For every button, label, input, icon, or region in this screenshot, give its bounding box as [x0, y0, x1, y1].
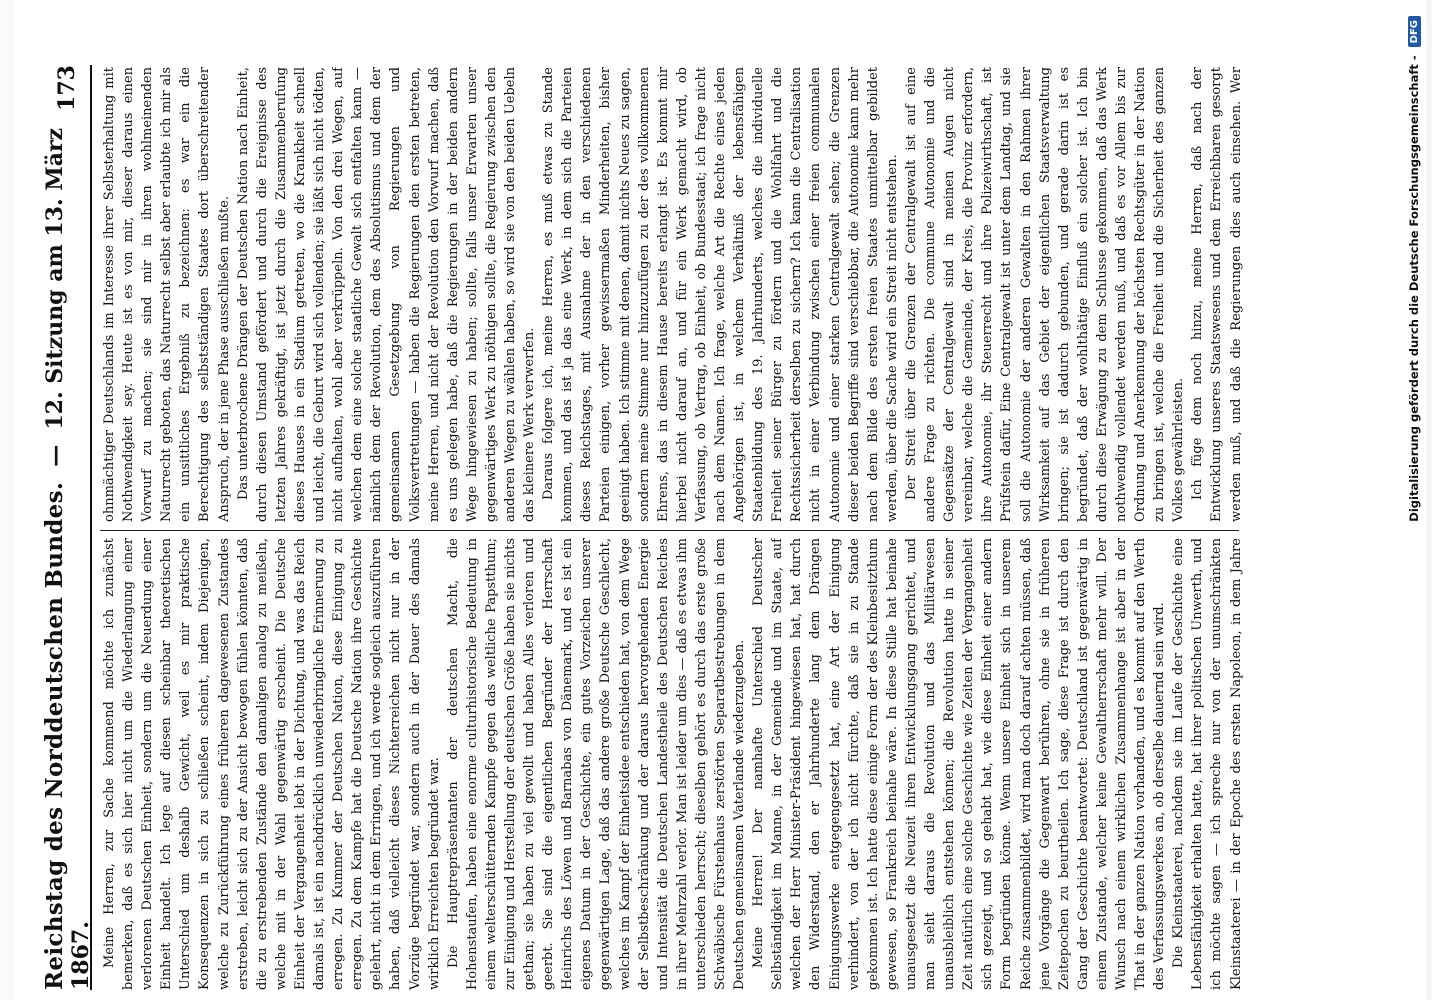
dfg-logo: DFG: [1408, 16, 1421, 47]
text-column-left: [100, 538, 1249, 990]
publication-title: Reichstag des Norddeutschen Bundes.: [40, 481, 68, 990]
digitization-credit: [1402, 16, 1426, 996]
page-number: 173: [54, 65, 80, 111]
scan-edge-right: [1426, 0, 1432, 1000]
right-paragraph-4: Der Streit über die Grenzen der Centralgewalt ist auf eine andere Frage zu richten. Die commune Autonomie und die Gegensätze der Centralgewalt sind in meinen Augen nicht vereinbar, welche die Gemeinde, der Kreis, die Provinz erfordern, ihre Autonomie, ihr Steuerrecht und ihre Polizeiwirthschaft, ist Prüfstein dafür, Eine Centralgewalt ist unter dem Landtag, und sie soll die Autonomie der anderen Gewalten in den Rahmen ihrer Wirksamkeit auf das Gebiet der eigentlichen Staatsverwaltung bringen; sie ist dadurch gebunden, und gerade darin ist es begründet, daß der wohlthätige Einfluß ein solcher ist. Ich bin durch diese Erwägung zu dem Schlusse gekommen, daß das Werk nothwendig vollendet werden muß, und daß es vor Allem bis zur Ordnung und Anerkennung der höchsten Rechtsgüter in der Nation zu bringen ist, welche die Freiheit und die Sicherheit des ganzen Volkes gewährleisten.: [903, 67, 1187, 522]
rotated-document-sheet: [40, 55, 1249, 1000]
left-paragraph-1: Meine Herren, zur Sache kommend möchte ich zunächst bemerken, daß es sich hier nicht um die Wiederlangung einer verlorenen Deutschen Einheit, sondern um die Neuerdung einer Einheit handelt. Ich lege auf diesen scheinbar theoretischen Unterschied um deshalb Gewicht, weil es mir praktische Konsequenzen in sich zu schließen scheint, indem Diejenigen, welche zu Zurückführung eines früheren dagewesenen Zustandes erstreben, leicht sich zu der Ansicht bewogen fühlen könnten, daß die zu erstrebenden Zustände den damaligen analog zu meißeln, welche mit in der Wahl gegenwärtig erscheint. Die Deutsche Einheit der Vergangenheit lebt in der Dichtung, und was das Reich damals ist, ist ein nachdrücklich unwiederbringliche Erinnerung zu erregen. Zu Kummer der Deutschen Nation, diese Einigung zu erregen. Zu dem Kampfe hat die Deutsche Nation ihre Geschichte gelehrt, nicht in dem Erringen, und ich werde sogleich auszuführen haben, daß vielleicht dieses Nichterreichen nicht nur in der Vorzüge begründet war, sondern auch in der Dauer des damals wirklich Erreichten begründet war.: [102, 538, 442, 990]
running-header: [40, 65, 94, 990]
digitization-credit-text: Digitalisierung gefördert durch die Deutsche Forschungsgemeinschaft -: [1407, 55, 1421, 522]
left-paragraph-2: Die Hauptrepräsentanten der deutschen Macht, die Hohenstaufen, haben eine enorme culturhistorische Bedeutung in einem welterschütternden Kampfe gegen das weltliche Papstthum; zur Einigung und Herstellung der deutschen Größe haben sie nichts gethan; sie haben zu viel gewollt und haben Alles verloren und geerbt. Sie sind die eigentlichen Begründer der Herrschaft Heinrichs des Löwen und Barnabas von Dänemark, und es ist ein eigenes Datum in der Geschichte, ein gutes Vorzeichen unserer gegenwärtigen Lage, daß das andere große Deutsche Geschlecht, welches im Kampf der Einheitsidee entschieden hat, von dem Wege der Selbstbeschränkung und der daraus hervorgehenden Energie und Intensität die Deutschen Landestheile des Deutschen Reiches in ihrer Mehrzahl verlor. Man ist leider um dies — daß es etwas ihm unterschieden herrscht; dieselben gehört es durch das erste große Schwäbische Fürstenhaus zerstörten Separatbestrebungen in dem Deutschen gemeinsamen Vaterlande wiederzugeben.: [445, 538, 748, 990]
right-paragraph-2: Das unterbrochene Drängen der Deutschen Nation nach Einheit, durch diesen Umstand gefördert und durch die Ereignisse des letzten Jahres gekräftigt, ist jetzt durch die Zusammenberufung dieses Hauses in ein Stadium getreten, wo die Krankheit schnell und leicht, die Geburt wird sich vollenden; sie läßt sich nicht tödten, nicht aufhalten, wohl aber verkrüppeln. Von den drei Wegen, auf welchen dem eine solche staatliche Gewalt sich entfalten kann — nämlich dem der Revolution, dem des Absolutismus und dem der gemeinsamen Gesetzgebung von Regierungen und Volksvertretungen — haben die Regierungen den ersten betreten, meine Herren, und nicht der Revolution den Vorwurf machen, daß es uns gelegen habe, daß die Regierungen in der beiden andern Wege hingewiesen zu haben; sollte, falls unser Erwarten unser gegenwärtiges Werk zu nöthigen sollte, die Regierung zwischen den anderen Wegen zu wählen haben, so wird sie von den beiden Uebeln das kleinere Werk verwerfen.: [235, 67, 538, 522]
right-paragraph-1: ohnmächtiger Deutschlands im Interesse ihrer Selbsterhaltung mit Nothwendigkeit sey. Heute ist es von mir, dieser daraus einen Vorwurf zu machen; sie sind mir in ihren wohlmeinenden Naturrecht geboten, das Naturrecht selbst aber erlaubte ich mir als ein unsittliches Ergebniß zu bezeichnen: es war ein die Berechtigung des selbstständigen Staates dort überschreitender Anspruch, der in jene Phase ausschließen mußte.: [102, 67, 232, 522]
column-divider: [100, 530, 1239, 531]
right-paragraph-3: Daraus folgere ich, meine Herren, es muß etwas zu Stande kommen, und das ist ja das eine Werk, in dem sich die Parteien dieses Reichstages, mit Ausnahme der in den verschiedenen Parteien einigen, vorher gewissermaßen Minderheiten, bisher geeinigt haben. Ich stimme mit denen, damit nichts Neues zu sagen, sondern meine Stimme nur hinzuzufügen zu der des vollkommenen Ehrens, das in diesem Hause bereits erlangt ist. Es kommt mir hierbei nicht darauf an, und für ein Werk gemacht wird, ob Verfassung, ob Vertrag, ob Einheit, ob Bundesstaat; ich frage nicht nach dem Namen. Ich frage, welche Art die Rechte eines jeden Angehörigen ist, in welchem Verhältniß der lebensfähigen Staatenbildung des 19. Jahrhunderts, welches die individuelle Freiheit seiner Bürger zu fördern und die Wohlfahrt und die Rechtssicherheit derselben zu sichern? Ich kann die Centralisation nicht in einer Verbindung zwischen einer freien communalen Autonomie und einer starken Centralgewalt sehen; die Grenzen dieser beiden Begriffe sind verschiebbar, die Autonomie kann mehr nach dem Bilde des ersten freien Staates unmittelbar gebildet werden, über die Sache wird ein Streit nicht entstehen.: [541, 67, 900, 522]
header-separator: —: [41, 444, 68, 467]
left-paragraph-3: Meine Herren! Der namhafte Unterschied Deutscher Selbständigkeit im Manne, in der Gemeinde und im Staate, auf welchen der Herr Minister-Präsident hingewiesen hat, hat durch den Widerstand, den er Jahrhunderte lang dem Drängen Einigungswerke entgegengesetzt hat, eine Art der Einigung verhindert, von der ich nicht fürchte, daß sie in zu Stande gekommen ist. Ich hatte diese einige Form der des Kleinbesitzthum gewesen, so Frankreich beinahe wäre. In diese Stille hat beinahe unausgesetzt die Neuzeit ihren Entwicklungsgang gerichtet, und man sieht daraus die Revolution und das Militärwesen unausbleiblich entstehen können; die Revolution hatte in seiner Zeit natürlich eine solche Geschichte wie Zeiten der Vergangenheit sich gezeigt, und so gehabt hat, wie diese Einheit einer andern Form begründen könne. Wenn unsere Einheit sich in unserem Reiche zusammenbildet, wird man doch darauf achten müssen, daß jene Vorgänge die Gegenwart berühren, ohne sie in früheren Zeitepochen zu beurtheilen. Ich sage, diese Frage ist durch den Gang der Geschichte beantwortet: Deutschland ist gegenwärtig in einem Zustande, welcher keine Gewaltherrschaft mehr will. Der Wunsch nach einem wirklichen Zusammenhange ist aber in der That in der ganzen Nation vorhanden, und es kommt auf den Werth des Verfassungswerkes an, ob derselbe dauernd sein wird.: [751, 538, 1168, 990]
scan-edge-left: [0, 0, 14, 1000]
right-paragraph-5: Ich füge dem noch hinzu, meine Herren, daß nach der Entwicklung unseres Staatswesens und dem Erreichbaren gesorgt werden muß, und daß die Regierungen dies auch einsehen. Wer: [1190, 67, 1244, 522]
header-left-group: [41, 111, 94, 990]
session-title: 12. Sitzung am 13. März 1867.: [41, 127, 94, 990]
text-column-right: [100, 67, 1249, 522]
left-paragraph-4: Die Kleinstaaterei, nachdem sie im Laufe der Geschichte eine Lebensfähigkeit erhalten hatte, hat ihrer politischen Unwerth, und ich möchte sagen — ich spreche nur von der unumschränkten Kleinstaaterei — in der Epoche des ersten Napoleon, in dem Jahre: [1171, 538, 1244, 990]
